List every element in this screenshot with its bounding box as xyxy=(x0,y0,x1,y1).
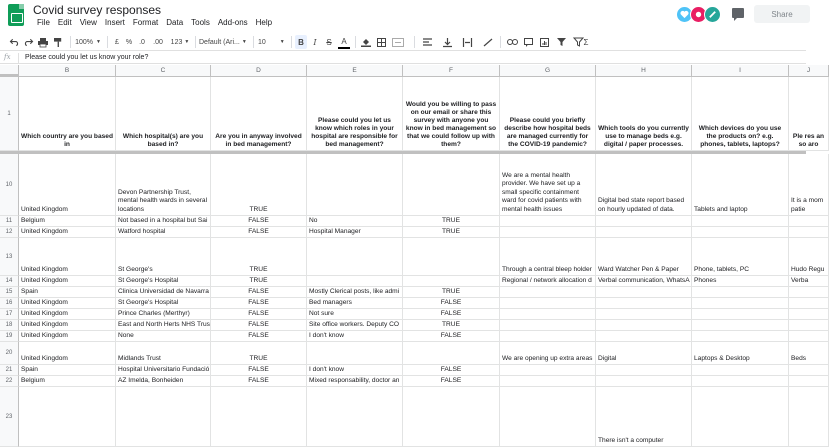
formula-bar xyxy=(0,52,806,64)
table-cell[interactable]: Through a central bleep holder xyxy=(500,238,596,276)
table-cell[interactable] xyxy=(789,287,829,298)
table-cell[interactable] xyxy=(500,227,596,238)
table-cell[interactable]: FALSE xyxy=(211,309,307,320)
column-header-d[interactable]: D xyxy=(211,65,307,77)
table-cell[interactable] xyxy=(789,320,829,331)
column-header-c[interactable]: C xyxy=(116,65,211,77)
header-cell[interactable]: Which tools do you currently use to manage beds e.g. digital / paper processes. xyxy=(596,77,692,151)
table-cell[interactable]: Spain xyxy=(19,287,116,298)
table-cell[interactable] xyxy=(403,154,500,216)
chevron-down-icon: ▼ xyxy=(279,39,285,45)
insert-link-icon[interactable] xyxy=(505,35,519,49)
table-cell[interactable]: Not based in a hospital but Sai xyxy=(116,216,211,227)
table-cell[interactable]: TRUE xyxy=(211,276,307,287)
row-header[interactable]: 23 xyxy=(0,387,19,447)
select-all-corner[interactable] xyxy=(0,65,19,77)
text-wrapping-icon[interactable] xyxy=(459,35,475,49)
column-header-b[interactable]: B xyxy=(19,65,116,77)
functions-button[interactable] xyxy=(577,35,595,49)
table-cell[interactable]: We are opening up extra areas xyxy=(500,342,596,365)
menu-insert[interactable]: Insert xyxy=(104,18,125,27)
header-cell[interactable]: Are you in anyway involved in bed management? xyxy=(211,77,307,151)
table-cell[interactable]: FALSE xyxy=(403,309,500,320)
table-cell[interactable]: FALSE xyxy=(403,376,500,387)
table-cell[interactable]: United Kingdom xyxy=(19,342,116,365)
menu-edit[interactable]: Edit xyxy=(57,18,72,27)
table-cell[interactable]: Midlands Trust xyxy=(116,342,211,365)
share-button[interactable]: Share xyxy=(754,5,810,23)
table-cell[interactable]: St George's Hospital xyxy=(116,276,211,287)
table-cell[interactable]: TRUE xyxy=(403,227,500,238)
table-cell[interactable]: FALSE xyxy=(403,365,500,376)
table-cell[interactable]: FALSE xyxy=(211,376,307,387)
table-cell[interactable] xyxy=(596,287,692,298)
table-cell[interactable]: TRUE xyxy=(211,342,307,365)
animal-icon xyxy=(708,10,717,19)
table-cell[interactable] xyxy=(500,216,596,227)
document-title[interactable]: Covid survey responses xyxy=(33,3,162,17)
insert-comment-icon[interactable] xyxy=(522,35,534,49)
font-size-select[interactable] xyxy=(258,35,288,49)
row-header[interactable]: 12 xyxy=(0,227,19,238)
strikethrough-button[interactable]: S xyxy=(326,37,332,47)
table-cell[interactable]: There isn't a computer xyxy=(596,387,692,447)
comment-icon[interactable] xyxy=(732,8,744,18)
table-cell[interactable]: FALSE xyxy=(403,298,500,309)
row-header[interactable]: 17 xyxy=(0,309,19,320)
table-cell[interactable]: East and North Herts NHS Trus xyxy=(116,320,211,331)
table-cell[interactable]: Tablets and laptop xyxy=(692,154,789,216)
italic-button[interactable]: I xyxy=(313,37,317,47)
table-cell[interactable] xyxy=(211,387,307,447)
filter-icon[interactable] xyxy=(553,35,569,49)
row-header[interactable]: 21 xyxy=(0,365,19,376)
table-cell[interactable]: Mixed responsability, doctor an xyxy=(307,376,403,387)
table-cell[interactable]: None xyxy=(116,331,211,342)
table-cell[interactable]: FALSE xyxy=(211,365,307,376)
table-cell[interactable]: United Kingdom xyxy=(19,238,116,276)
table-cell[interactable] xyxy=(403,342,500,365)
more-formats-button[interactable] xyxy=(169,35,191,49)
table-cell[interactable] xyxy=(307,154,403,216)
table-cell[interactable]: It is a mom patie xyxy=(789,154,829,216)
fx-icon: fx xyxy=(4,53,11,61)
table-cell[interactable]: Digital bed state report based on hourly updated of data. xyxy=(596,154,692,216)
table-cell[interactable] xyxy=(789,331,829,342)
table-cell[interactable]: St George's xyxy=(116,238,211,276)
menu-addons[interactable]: Add-ons xyxy=(217,18,248,27)
header-cell[interactable]: Which hospital(s) are you based in? xyxy=(116,77,211,151)
table-cell[interactable]: Watford hospital xyxy=(116,227,211,238)
table-cell[interactable] xyxy=(500,331,596,342)
table-cell[interactable]: Ward Watcher Pen & Paper xyxy=(596,238,692,276)
merge-cells-icon[interactable] xyxy=(390,35,406,49)
table-cell[interactable] xyxy=(692,331,789,342)
font-value: Default (Ari... xyxy=(199,38,240,46)
table-cell[interactable] xyxy=(692,298,789,309)
table-cell[interactable]: United Kingdom xyxy=(19,154,116,216)
table-cell[interactable] xyxy=(116,387,211,447)
header-cell[interactable]: Please could you briefly describe how hospital beds are managed currently for the COVID-19 pandemic? xyxy=(500,77,596,151)
column-header-e[interactable]: E xyxy=(307,65,403,77)
table-cell[interactable] xyxy=(596,309,692,320)
table-cell[interactable] xyxy=(403,387,500,447)
table-cell[interactable]: No xyxy=(307,216,403,227)
row-header[interactable]: 13 xyxy=(0,238,19,276)
header-cell[interactable]: Please could you let us know which roles in your hospital are responsible for bed management? xyxy=(307,77,403,151)
header-cell[interactable]: Which country are you based in xyxy=(19,77,116,151)
menu-view[interactable]: View xyxy=(79,18,97,27)
table-cell[interactable] xyxy=(596,298,692,309)
column-header-j[interactable]: J xyxy=(789,65,829,77)
table-cell[interactable] xyxy=(692,376,789,387)
menu-bar xyxy=(33,18,276,27)
table-cell[interactable]: Prince Charles (Merthyr) xyxy=(116,309,211,320)
table-cell[interactable]: United Kingdom xyxy=(19,309,116,320)
table-cell[interactable]: Not sure xyxy=(307,309,403,320)
table-cell[interactable]: TRUE xyxy=(211,238,307,276)
table-cell[interactable] xyxy=(692,320,789,331)
table-cell[interactable] xyxy=(500,320,596,331)
table-cell[interactable] xyxy=(692,387,789,447)
table-cell[interactable]: Spain xyxy=(19,365,116,376)
table-cell[interactable] xyxy=(403,238,500,276)
table-cell[interactable]: Digital xyxy=(596,342,692,365)
formula-input[interactable]: Please could you let us know your role? xyxy=(25,54,149,61)
spreadsheet-grid[interactable] xyxy=(0,65,825,444)
row-header[interactable]: 15 xyxy=(0,287,19,298)
table-cell[interactable]: Bed managers xyxy=(307,298,403,309)
menu-format[interactable]: Format xyxy=(132,18,159,27)
table-cell[interactable]: FALSE xyxy=(211,331,307,342)
font-select[interactable] xyxy=(199,35,249,49)
decrease-decimal-button[interactable]: .0 xyxy=(139,38,145,46)
column-header-f[interactable]: F xyxy=(403,65,500,77)
table-cell[interactable] xyxy=(596,376,692,387)
text-rotation-icon[interactable] xyxy=(480,35,496,49)
heart-icon xyxy=(680,10,689,19)
table-cell[interactable] xyxy=(307,342,403,365)
table-cell[interactable] xyxy=(596,216,692,227)
row-header[interactable]: 19 xyxy=(0,331,19,342)
table-cell[interactable]: Phones xyxy=(692,276,789,287)
redo-icon[interactable] xyxy=(22,35,34,49)
table-cell[interactable]: Verbal communication, WhatsA xyxy=(596,276,692,287)
zoom-value: 100% xyxy=(75,38,93,46)
percent-button[interactable]: % xyxy=(125,38,133,46)
table-cell[interactable] xyxy=(500,387,596,447)
avatar[interactable] xyxy=(704,6,721,23)
table-cell[interactable]: FALSE xyxy=(211,227,307,238)
table-cell[interactable]: FALSE xyxy=(403,331,500,342)
table-cell[interactable] xyxy=(789,376,829,387)
table-cell[interactable] xyxy=(596,320,692,331)
horizontal-align-icon[interactable] xyxy=(419,35,435,49)
row-header[interactable]: 11 xyxy=(0,216,19,227)
table-cell[interactable]: Clinica Universidad de Navarra xyxy=(116,287,211,298)
collaborator-avatars xyxy=(676,6,718,23)
animal-icon xyxy=(694,10,703,19)
paint-format-icon[interactable] xyxy=(52,35,64,49)
text-color-button[interactable]: A xyxy=(338,35,350,49)
table-cell[interactable]: FALSE xyxy=(211,298,307,309)
table-cell[interactable] xyxy=(500,365,596,376)
table-cell[interactable] xyxy=(596,331,692,342)
table-cell[interactable] xyxy=(692,309,789,320)
table-cell[interactable]: Mostly Clerical posts, like admi xyxy=(307,287,403,298)
table-cell[interactable]: United Kingdom xyxy=(19,298,116,309)
row-header[interactable]: 20 xyxy=(0,342,19,365)
table-cell[interactable]: TRUE xyxy=(403,216,500,227)
table-cell[interactable] xyxy=(500,309,596,320)
table-cell[interactable]: United Kingdom xyxy=(19,227,116,238)
header-cell[interactable]: Would you be willing to pass on our email or share this survey with anyone you know in bed management so that we could follow up with them? xyxy=(403,77,500,151)
table-cell[interactable]: St George's Hospital xyxy=(116,298,211,309)
increase-decimal-button[interactable]: .00 xyxy=(153,38,163,46)
font-size-value: 10 xyxy=(258,38,266,46)
table-cell[interactable] xyxy=(789,387,829,447)
chevron-down-icon: ▼ xyxy=(241,39,247,45)
column-header-i[interactable]: I xyxy=(692,65,789,77)
fill-color-icon[interactable] xyxy=(360,35,372,49)
table-cell[interactable]: I don't know xyxy=(307,365,403,376)
table-cell[interactable]: Hospital Universitario Fundació xyxy=(116,365,211,376)
table-cell[interactable]: Phone, tablets, PC xyxy=(692,238,789,276)
menu-data[interactable]: Data xyxy=(166,18,184,27)
header-cell[interactable]: Ple res an so aro xyxy=(789,77,829,151)
table-cell[interactable]: FALSE xyxy=(211,287,307,298)
column-header-g[interactable]: G xyxy=(500,65,596,77)
table-cell[interactable] xyxy=(19,387,116,447)
sigma-icon: Σ xyxy=(583,37,589,47)
table-cell[interactable]: United Kingdom xyxy=(19,276,116,287)
row-header[interactable]: 10 xyxy=(0,154,19,216)
table-cell[interactable]: FALSE xyxy=(211,216,307,227)
undo-icon[interactable] xyxy=(8,35,20,49)
table-cell[interactable] xyxy=(307,387,403,447)
vertical-align-icon[interactable] xyxy=(439,35,455,49)
menu-tools[interactable]: Tools xyxy=(191,18,210,27)
row-header[interactable]: 22 xyxy=(0,376,19,387)
insert-chart-icon[interactable] xyxy=(538,35,550,49)
table-cell[interactable]: TRUE xyxy=(403,320,500,331)
table-cell[interactable] xyxy=(596,227,692,238)
table-cell[interactable]: AZ Imelda, Bonheiden xyxy=(116,376,211,387)
table-cell[interactable]: Verba xyxy=(789,276,829,287)
table-cell[interactable] xyxy=(307,276,403,287)
table-cell[interactable]: FALSE xyxy=(211,320,307,331)
table-cell[interactable]: Beds xyxy=(789,342,829,365)
table-cell[interactable]: Hospital Manager xyxy=(307,227,403,238)
row-header[interactable]: 18 xyxy=(0,320,19,331)
table-cell[interactable] xyxy=(789,365,829,376)
table-cell[interactable] xyxy=(789,216,829,227)
table-cell[interactable] xyxy=(500,298,596,309)
sheets-logo-icon[interactable] xyxy=(8,4,24,26)
table-cell[interactable]: TRUE xyxy=(211,154,307,216)
table-cell[interactable]: Site office workers. Deputy CO xyxy=(307,320,403,331)
table-cell[interactable]: Hudo Regu xyxy=(789,238,829,276)
header-cell[interactable]: Which devices do you use the products on? e.g. phones, tablets, laptops? xyxy=(692,77,789,151)
table-cell[interactable]: Belgium xyxy=(19,376,116,387)
table-cell[interactable] xyxy=(692,287,789,298)
menu-help[interactable]: Help xyxy=(255,18,273,27)
toolbar xyxy=(0,33,806,51)
table-cell[interactable]: I don't know xyxy=(307,331,403,342)
table-cell[interactable] xyxy=(789,309,829,320)
table-cell[interactable] xyxy=(596,365,692,376)
table-cell[interactable] xyxy=(789,298,829,309)
print-icon[interactable] xyxy=(37,35,49,49)
table-cell[interactable]: Laptops & Desktop xyxy=(692,342,789,365)
zoom-select[interactable] xyxy=(74,35,102,49)
table-cell[interactable]: Devon Partnership Trust, mental health wards in several locations xyxy=(116,154,211,216)
chevron-down-icon: ▼ xyxy=(184,39,190,45)
row-header[interactable]: 14 xyxy=(0,276,19,287)
table-cell[interactable]: TRUE xyxy=(403,287,500,298)
bold-button[interactable]: B xyxy=(295,35,307,49)
row-header[interactable]: 16 xyxy=(0,298,19,309)
column-header-h[interactable]: H xyxy=(596,65,692,77)
table-cell[interactable] xyxy=(500,376,596,387)
more-formats-label: 123 xyxy=(170,38,183,46)
row-header[interactable]: 1 xyxy=(0,77,19,151)
table-cell[interactable] xyxy=(692,365,789,376)
table-cell[interactable] xyxy=(692,227,789,238)
table-cell[interactable] xyxy=(500,287,596,298)
table-cell[interactable] xyxy=(692,216,789,227)
menu-file[interactable]: File xyxy=(37,18,50,27)
table-cell[interactable]: We are a mental health provider. We have set up a small specific containment ward for covid patients with mental health issues xyxy=(500,154,596,216)
currency-button[interactable]: £ xyxy=(115,38,119,46)
chevron-down-icon: ▼ xyxy=(95,39,101,45)
table-cell[interactable]: United Kingdom xyxy=(19,331,116,342)
title-bar xyxy=(0,0,806,32)
borders-icon[interactable] xyxy=(375,35,387,49)
table-cell[interactable] xyxy=(307,238,403,276)
table-cell[interactable] xyxy=(789,227,829,238)
table-cell[interactable] xyxy=(403,276,500,287)
table-cell[interactable]: United Kingdom xyxy=(19,320,116,331)
table-cell[interactable]: Belgium xyxy=(19,216,116,227)
table-cell[interactable]: Regional / network allocation d xyxy=(500,276,596,287)
